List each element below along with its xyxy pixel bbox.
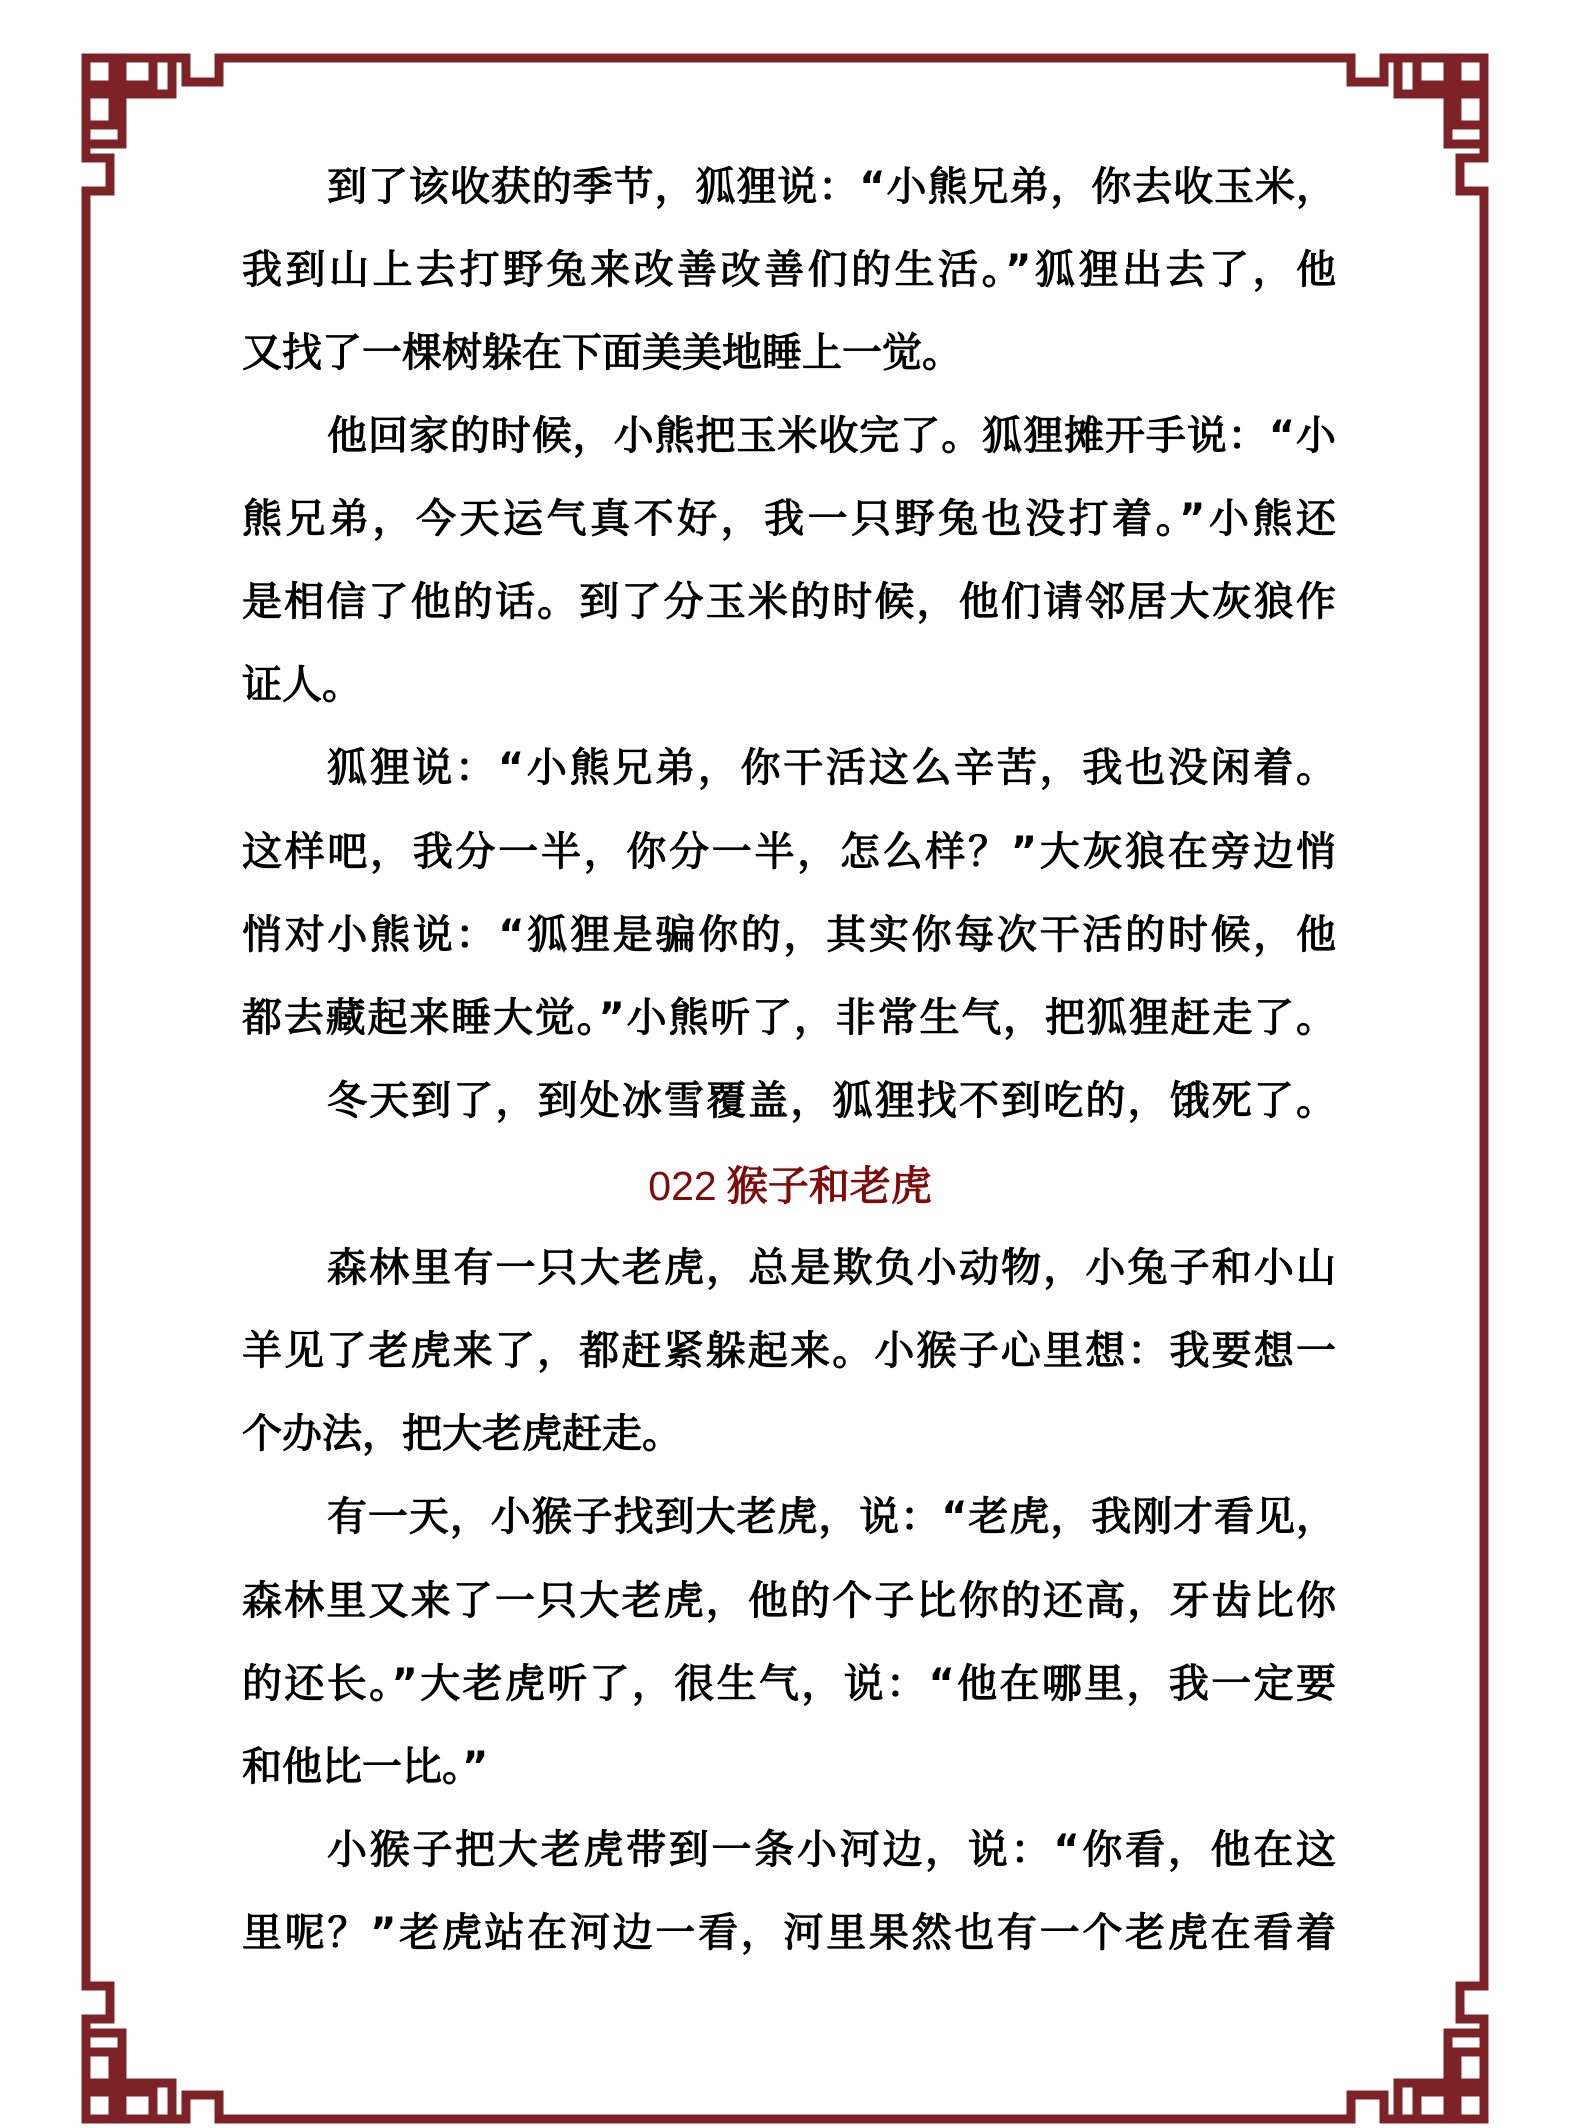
text-line: 小猴子把大老虎带到一条小河边，说：“你看，他在这: [327, 1827, 1336, 1873]
text-line: 我到山上去打野兔来改善改善们的生活。”狐狸出去了，他: [242, 247, 1336, 293]
text-line: 这样吧，我分一半，你分一半，怎么样？”大灰狼在旁边悄: [242, 829, 1336, 875]
text-line: 森林里又来了一只大老虎，他的个子比你的还高，牙齿比你: [242, 1578, 1336, 1624]
story-title: [0, 1145, 1580, 1228]
text-line: 森林里有一只大老虎，总是欺负小动物，小兔子和小山: [327, 1245, 1336, 1291]
text-line: 里呢？”老虎站在河边一看，河里果然也有一个老虎在看着: [242, 1910, 1336, 1956]
text-line: 个办法，把大老虎赶走。: [242, 1411, 682, 1457]
text-line: 的还长。”大老虎听了，很生气，说：“他在哪里，我一定要: [242, 1661, 1336, 1707]
text-line: 有一天，小猴子找到大老虎，说：“老虎，我刚才看见，: [327, 1494, 1336, 1540]
text-line: 狐狸说：“小熊兄弟，你干活这么辛苦，我也没闲着。: [327, 745, 1336, 791]
text-line: 是相信了他的话。到了分玉米的时候，他们请邻居大灰狼作: [242, 579, 1336, 625]
story-number: 022: [648, 1163, 717, 1209]
text-line: 和他比一比。”: [242, 1744, 489, 1790]
text-line: 都去藏起来睡大觉。”小熊听了，非常生气，把狐狸赶走了。: [242, 995, 1336, 1041]
text-line: 到了该收获的季节，狐狸说：“小熊兄弟，你去收玉米，: [327, 164, 1336, 210]
text-line: 又找了一棵树躲在下面美美地睡上一觉。: [242, 330, 962, 376]
text-line: 他回家的时候，小熊把玉米收完了。狐狸摊开手说：“小: [327, 413, 1336, 459]
text-line: 熊兄弟，今天运气真不好，我一只野兔也没打着。”小熊还: [242, 496, 1336, 542]
text-line: 证人。: [242, 662, 362, 708]
text-line: 冬天到了，到处冰雪覆盖，狐狸找不到吃的，饿死了。: [327, 1078, 1336, 1124]
story-name: 猴子和老虎: [726, 1162, 932, 1210]
text-line: 悄对小熊说：“狐狸是骗你的，其实你每次干活的时候，他: [242, 912, 1336, 958]
corner-top-left: [86, 58, 282, 254]
text-line: 羊见了老虎来了，都赶紧躲起来。小猴子心里想：我要想一: [242, 1328, 1336, 1374]
